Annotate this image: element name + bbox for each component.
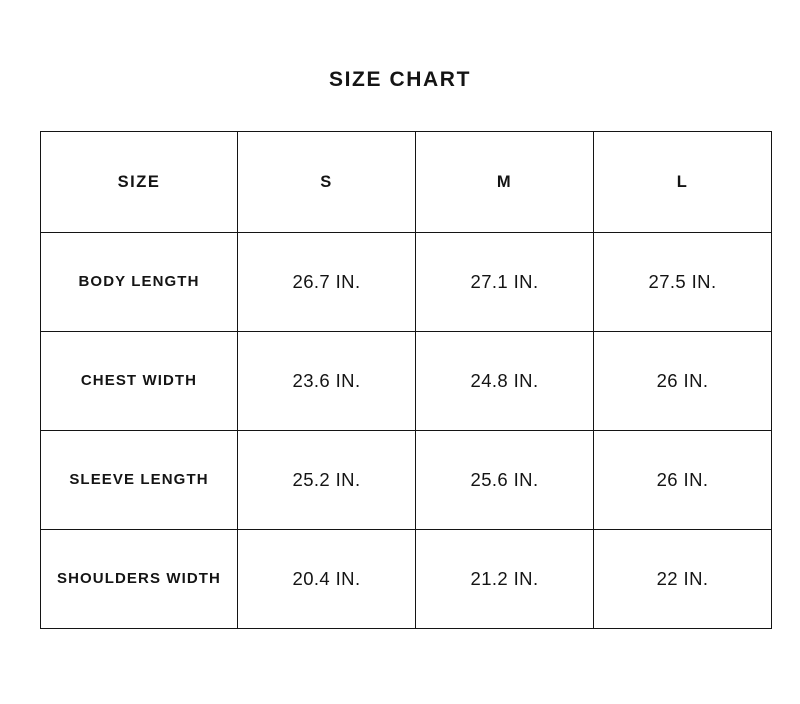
cell-sleeve-length-s: 25.2 IN. bbox=[238, 431, 416, 530]
cell-shoulders-width-l: 22 IN. bbox=[594, 530, 772, 629]
page-title: SIZE CHART bbox=[329, 68, 471, 91]
cell-body-length-l: 27.5 IN. bbox=[594, 233, 772, 332]
table-row bbox=[41, 431, 772, 530]
cell-sleeve-length-m: 25.6 IN. bbox=[416, 431, 594, 530]
size-chart-table bbox=[40, 131, 772, 629]
cell-shoulders-width-m: 21.2 IN. bbox=[416, 530, 594, 629]
cell-chest-width-m: 24.8 IN. bbox=[416, 332, 594, 431]
header-cell-size: SIZE bbox=[41, 132, 238, 233]
row-label-sleeve-length: SLEEVE LENGTH bbox=[41, 431, 238, 530]
header-cell-m: M bbox=[416, 132, 594, 233]
row-label-body-length: BODY LENGTH bbox=[41, 233, 238, 332]
cell-sleeve-length-l: 26 IN. bbox=[594, 431, 772, 530]
header-cell-l: L bbox=[594, 132, 772, 233]
table-header-row bbox=[41, 132, 772, 233]
row-label-chest-width: CHEST WIDTH bbox=[41, 332, 238, 431]
cell-chest-width-l: 26 IN. bbox=[594, 332, 772, 431]
cell-body-length-s: 26.7 IN. bbox=[238, 233, 416, 332]
header-cell-s: S bbox=[238, 132, 416, 233]
cell-chest-width-s: 23.6 IN. bbox=[238, 332, 416, 431]
row-label-shoulders-width: SHOULDERS WIDTH bbox=[41, 530, 238, 629]
table-row bbox=[41, 530, 772, 629]
cell-body-length-m: 27.1 IN. bbox=[416, 233, 594, 332]
cell-shoulders-width-s: 20.4 IN. bbox=[238, 530, 416, 629]
table-row bbox=[41, 332, 772, 431]
table-row bbox=[41, 233, 772, 332]
